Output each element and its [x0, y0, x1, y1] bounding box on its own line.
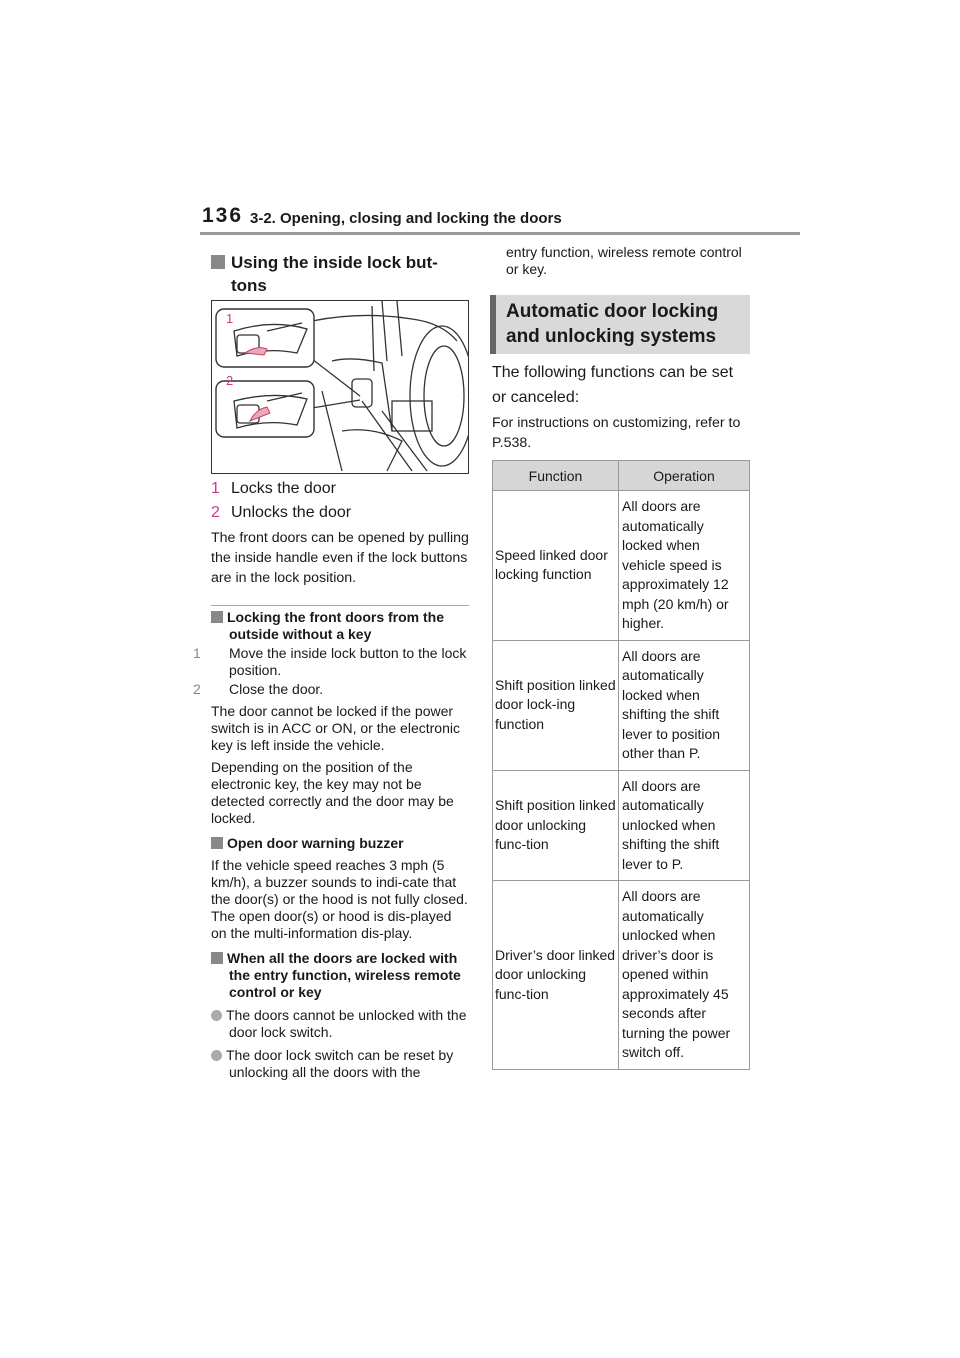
figure-captions	[211, 477, 471, 525]
instructions-text: For instructions on customizing, refer to P.538.	[492, 415, 741, 451]
table-row	[493, 491, 750, 641]
sub3-title-text: When all the doors are locked with the entry function, wireless remote control or key	[227, 950, 461, 1000]
inside-lock-heading	[211, 251, 471, 297]
table-row	[493, 640, 750, 770]
table-header-row	[493, 461, 750, 491]
round-bullet-icon	[211, 1050, 222, 1061]
round-bullet-icon	[211, 1010, 222, 1021]
page-number: 136	[202, 204, 244, 227]
column-header-operation: Operation	[619, 461, 750, 491]
operation-cell: All doors are automatically unlocked when driver’s door is opened within approximately 45 seconds after turning the power switch off.	[619, 881, 750, 1070]
bullet-2-text: The door lock switch can be reset by unlocking all the doors with the	[226, 1047, 454, 1080]
caption-2-text: Unlocks the door	[231, 504, 352, 521]
square-bullet-icon	[211, 837, 223, 849]
sub2-para-1: If the vehicle speed reaches 3 mph (5 km/h), a buzzer sounds to indi-cate that the door(s) or the hood is not fully closed.	[211, 857, 468, 907]
bullet-1-text: The doors cannot be unlocked with the door lock switch.	[226, 1007, 467, 1040]
step-2-number: 2	[193, 681, 201, 697]
auto-locking-heading	[490, 295, 750, 354]
table-row	[493, 881, 750, 1070]
sub1-title	[211, 609, 469, 643]
figure-label-1: 1	[226, 311, 234, 326]
column-header-function: Function	[493, 461, 619, 491]
step-1-text: Move the inside lock button to the lock position.	[229, 645, 467, 678]
step-1-number: 1	[193, 645, 201, 661]
sub3-bullet-1	[211, 1007, 469, 1041]
sub3-title	[211, 950, 469, 1001]
header-rule	[200, 232, 800, 235]
sub1-para-1: The door cannot be locked if the power switch is in ACC or ON, or the electronic key is left inside the vehicle.	[211, 703, 460, 753]
table-row	[493, 770, 750, 881]
figure-label-2: 2	[226, 373, 234, 388]
caption-1-number: 1	[211, 480, 220, 497]
intro-text: The following functions can be set or canceled:	[492, 364, 734, 406]
sub2-title	[211, 835, 469, 852]
divider-rule	[211, 605, 469, 606]
caption-1-text: Locks the door	[231, 480, 336, 497]
square-bullet-icon	[211, 952, 223, 964]
heading-line2: tons	[231, 276, 267, 295]
square-bullet-icon	[211, 611, 223, 623]
continued-text: entry function, wireless remote control or key.	[506, 244, 742, 277]
operation-cell: All doors are automatically locked when vehicle speed is approximately 12 mph (20 km/h) or higher.	[619, 491, 750, 641]
door-lock-drawing	[212, 301, 468, 473]
caption-2-number: 2	[211, 504, 220, 521]
heading-line1: Automatic door locking	[506, 301, 719, 322]
function-cell: Shift position linked door unlocking func-tion	[493, 770, 619, 881]
square-bullet-icon	[211, 255, 225, 269]
sub1-step-2	[193, 681, 469, 698]
sub1-para-2: Depending on the position of the electronic key, the key may not be detected correctly and the door may be locked.	[211, 759, 454, 826]
sub2-para-2: The open door(s) or hood is dis-played on the multi-information dis-play.	[211, 908, 452, 941]
function-table	[492, 460, 750, 1070]
step-2-text: Close the door.	[229, 681, 324, 697]
function-cell: Speed linked door locking function	[493, 491, 619, 641]
section-title: 3-2. Opening, closing and locking the doors	[250, 210, 562, 227]
sub1-step-1	[193, 645, 469, 679]
operation-cell: All doors are automatically unlocked when shifting the shift lever to P.	[619, 770, 750, 881]
caption-item-2	[211, 501, 471, 525]
sub3-bullet-2	[211, 1047, 469, 1081]
sub2-title-text: Open door warning buzzer	[227, 835, 404, 851]
function-cell: Driver’s door linked door unlocking func-tion	[493, 881, 619, 1070]
door-lock-illustration	[211, 300, 469, 474]
locking-without-key-section	[193, 609, 469, 1081]
heading-line2: and unlocking systems	[506, 326, 717, 347]
heading-line1: Using the inside lock but-	[231, 253, 438, 272]
sub1-title-text: Locking the front doors from the outside without a key	[227, 609, 444, 642]
function-cell: Shift position linked door lock-ing function	[493, 640, 619, 770]
caption-item-1	[211, 477, 471, 501]
inside-handle-note: The front doors can be opened by pulling the inside handle even if the lock buttons are in the lock position.	[211, 530, 469, 586]
operation-cell: All doors are automatically locked when shifting the shift lever to position other than P.	[619, 640, 750, 770]
